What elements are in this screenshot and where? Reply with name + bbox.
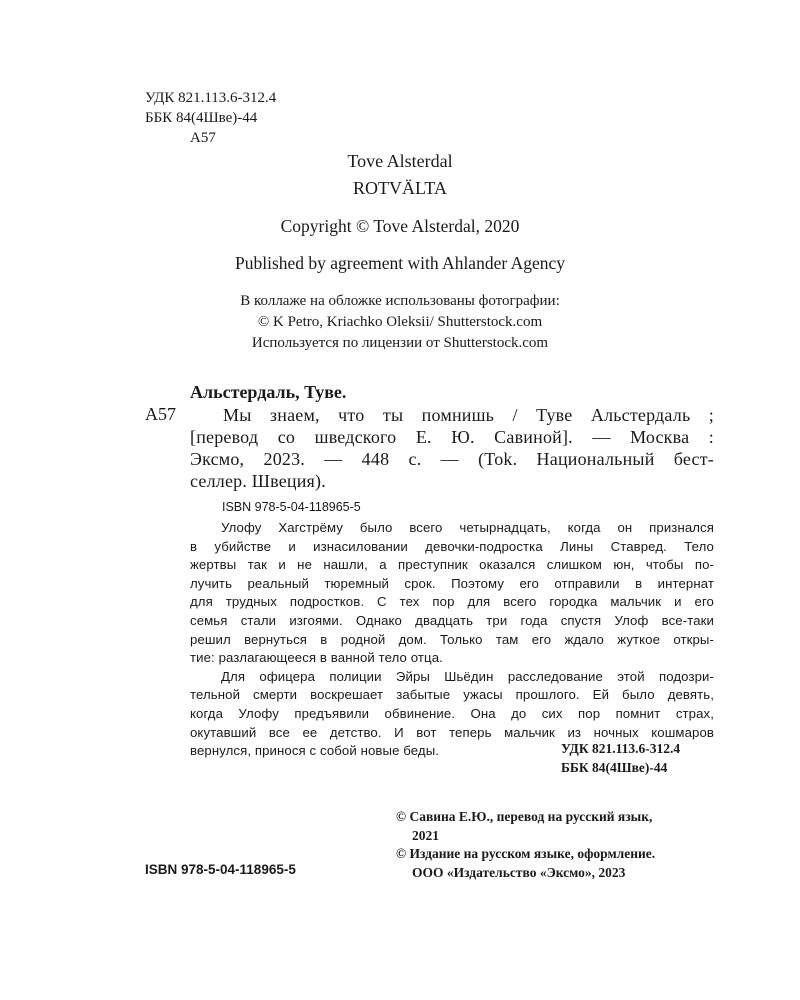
photo-credit-line: Используется по лицензии от Shutterstock.com bbox=[251, 335, 549, 351]
udk-code-bottom: УДК 821.113.6-312.4 bbox=[561, 741, 681, 756]
edition-copyright: © Издание на русском языке, оформление. bbox=[396, 846, 656, 861]
original-title: ROTVÄLTA bbox=[353, 178, 447, 198]
translation-copyright: © Савина Е.Ю., перевод на русский язык, bbox=[396, 809, 653, 824]
copyright-line: Copyright © Tove Alsterdal, 2020 bbox=[280, 216, 520, 236]
bib-author-code: А57 bbox=[145, 404, 176, 424]
bbk-code: ББК 84(4Шве)-44 bbox=[145, 110, 258, 126]
publisher-copyright: ООО «Издательство «Эксмо», 2023 bbox=[412, 864, 626, 880]
annotation-line: для трудных подростков. С тех пор для всего городка мальчик и его bbox=[190, 594, 714, 610]
agreement-line: Published by agreement with Ahlander Agency bbox=[235, 253, 565, 273]
annotation-line: Для офицера полиции Эйры Шьёдин расследование этой подозри- bbox=[221, 668, 714, 684]
copyright-block bbox=[396, 808, 716, 882]
annotation-line: лучить реальный тюремный срок. Поэтому его отправили в интернат bbox=[190, 575, 714, 591]
bib-author-heading: Альстердаль, Туве. bbox=[190, 382, 347, 402]
author-code: А57 bbox=[190, 130, 216, 146]
bib-line: [перевод со шведского Е. Ю. Савиной]. — Москва : bbox=[190, 427, 714, 447]
photo-credit-line: В коллаже на обложке использованы фотографии: bbox=[240, 293, 560, 309]
annotation-line: в убийстве и изнасиловании девочки-подростка Лины Ставред. Тело bbox=[190, 538, 714, 554]
annotation-line: Улофу Хагстрёму было всего четырнадцать, когда он признался bbox=[221, 520, 714, 535]
annotation-line: тие: разлагающееся в ванной тело отца. bbox=[190, 650, 443, 666]
bib-line: Эксмо, 2023. — 448 с. — (Tok. Национальный бест- bbox=[190, 449, 714, 469]
annotation-line: решил вернуться в родной дом. Только там его ждало жуткое откры- bbox=[190, 631, 714, 647]
bib-isbn: ISBN 978-5-04-118965-5 bbox=[222, 500, 361, 514]
original-author: Tove Alsterdal bbox=[347, 151, 453, 171]
annotation-line: семья стали изгоями. Однако двадцать три года спустя Улоф все-таки bbox=[190, 612, 714, 628]
udk-code: УДК 821.113.6-312.4 bbox=[145, 90, 277, 106]
annotation-line: окутавший все ее детство. И вот теперь мальчик из ночных кошмаров bbox=[190, 724, 714, 740]
isbn-bottom: ISBN 978-5-04-118965-5 bbox=[145, 862, 296, 877]
annotation-line: тельной смерти воскрешает забытые ужасы прошлого. Ей было девять, bbox=[190, 687, 714, 703]
annotation-line: вернулся, принося с собой новые беды. bbox=[190, 743, 440, 759]
bib-description bbox=[190, 404, 714, 492]
bbk-code-bottom: ББК 84(4Шве)-44 bbox=[561, 760, 668, 775]
annotation-line: жертвы так и не нашли, а преступник оказался слишком юн, чтобы по- bbox=[190, 557, 714, 573]
bib-line: селлер. Швеция). bbox=[190, 471, 326, 491]
photo-credit-line: © K Petro, Kriachko Oleksii/ Shutterstock.com bbox=[257, 314, 543, 330]
annotation bbox=[190, 519, 714, 761]
translation-year: 2021 bbox=[412, 827, 439, 843]
annotation-line: когда Улофу предъявили обвинение. Она до сих пор помнит страх, bbox=[190, 705, 714, 721]
bib-line: Мы знаем, что ты помнишь / Туве Альстердаль ; bbox=[223, 405, 714, 425]
